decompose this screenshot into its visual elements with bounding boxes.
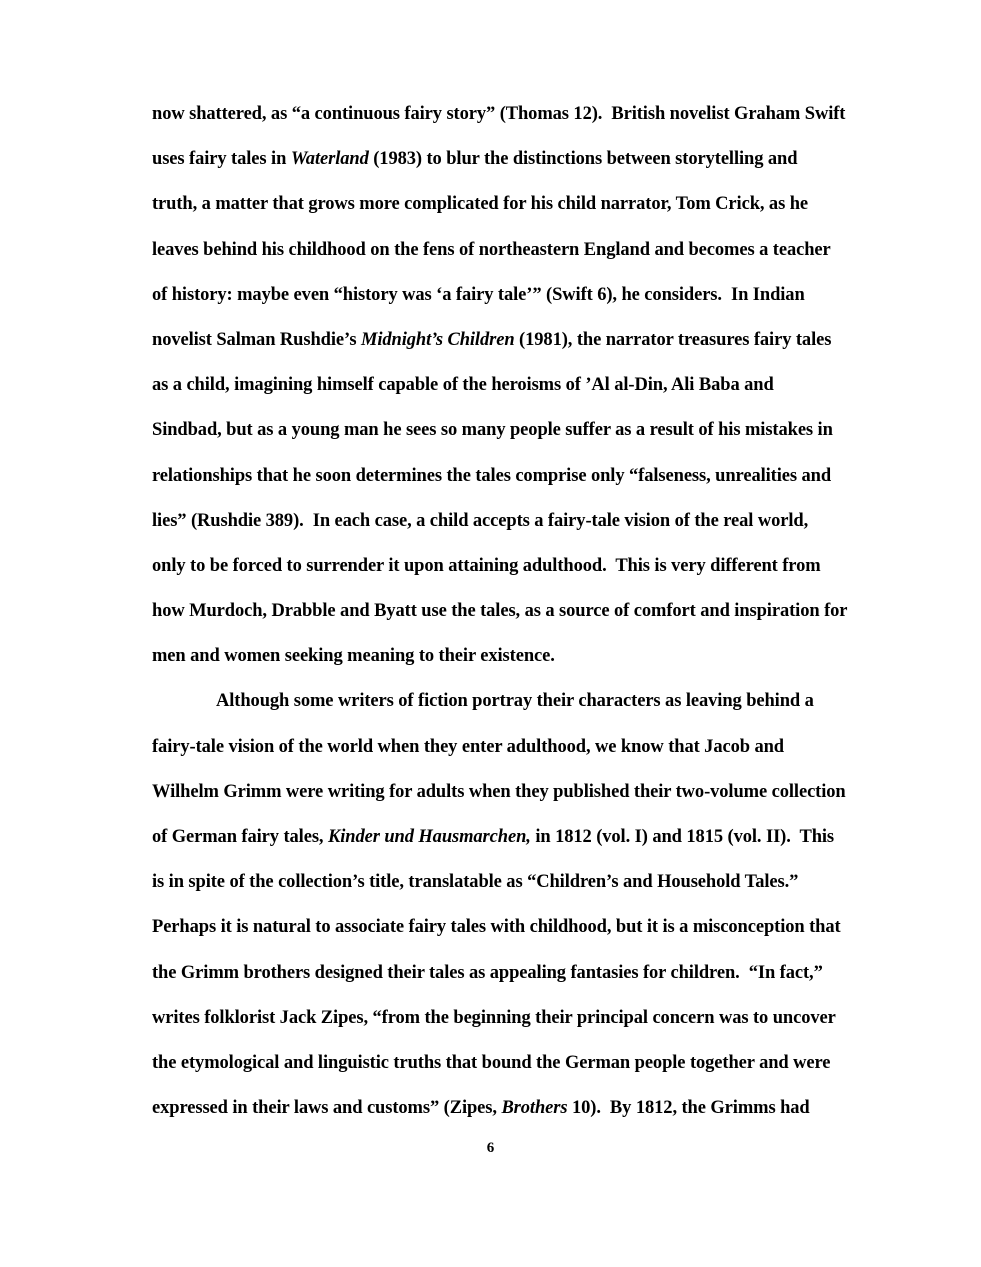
text-run: how Murdoch, Drabble and Byatt use the tales, as a source of comfort and inspiration for [152,601,848,622]
text-line [152,638,876,683]
text-line [152,1000,876,1045]
text-run: as a child, imagining himself capable of the heroisms of ’Al al-Din, Ali Baba and [152,375,774,396]
text-line [152,1045,876,1090]
text-run: expressed in their laws and customs” (Zipes, [152,1098,502,1119]
text-run: is in spite of the collection’s title, translatable as “Children’s and Household Tales.” [152,872,799,893]
page-number: 6 [486,1140,495,1156]
text-run: leaves behind his childhood on the fens of northeastern England and becomes a teacher [152,239,831,260]
text-run: novelist Salman Rushdie’s [152,329,361,350]
text-line [152,819,876,864]
text-run: (1983) to blur the distinctions between storytelling and [368,149,798,170]
text-run: the Grimm brothers designed their tales as appealing fantasies for children. “In fact,” [152,962,823,983]
text-run: Wilhelm Grimm were writing for adults when they published their two-volume collection [152,781,846,802]
italic-title: Brothers [501,1098,568,1119]
text-line [152,141,876,186]
text-line [152,458,876,503]
text-line [152,729,876,774]
text-line [152,593,876,638]
paragraph [152,96,876,683]
text-line [152,909,876,954]
text-run: of German fairy tales, [152,827,328,847]
text-run: now shattered, as “a continuous fairy story” (Thomas 12). British novelist Graham Swift [152,104,846,124]
text-line [152,186,876,231]
text-line [152,367,876,412]
text-run: in 1812 (vol. I) and 1815 (vol. II). This [530,827,835,847]
text-line [152,412,876,457]
text-run: relationships that he soon determines the tales comprise only “falseness, unrealities and [152,465,832,486]
text-line [152,1090,876,1135]
body-text [152,96,876,1135]
text-line [152,548,876,593]
text-line [152,683,876,728]
text-run: of history: maybe even “history was ‘a fairy tale’” (Swift 6), he considers. In Indian [152,284,805,305]
text-line [152,322,876,367]
text-run: uses fairy tales in [152,149,291,170]
text-run: Sindbad, but as a young man he sees so many people suffer as a result of his mistakes in [152,420,833,441]
text-line [152,774,876,819]
text-run: men and women seeking meaning to their existence. [152,646,555,667]
text-line [152,864,876,909]
text-line [152,955,876,1000]
text-run: 10). By 1812, the Grimms had [567,1098,810,1119]
italic-title: Kinder und Hausmarchen, [327,827,531,847]
text-run: writes folklorist Jack Zipes, “from the beginning their principal concern was to uncover [152,1007,836,1028]
text-run: fairy-tale vision of the world when they enter adulthood, we know that Jacob and [152,736,784,757]
text-run: (1981), the narrator treasures fairy tales [514,329,832,350]
italic-title: Waterland [290,149,369,170]
italic-title: Midnight’s Children [361,329,515,350]
paragraph [152,683,876,1135]
text-line [152,277,876,322]
text-run: the etymological and linguistic truths that bound the German people together and were [152,1052,831,1073]
text-run: truth, a matter that grows more complicated for his child narrator, Tom Crick, as he [152,194,809,215]
text-run: only to be forced to surrender it upon attaining adulthood. This is very different from [152,555,821,576]
text-run: lies” (Rushdie 389). In each case, a child accepts a fairy-tale vision of the real world, [152,510,809,531]
text-run: Perhaps it is natural to associate fairy tales with childhood, but it is a misconception that [152,917,841,938]
text-run: Although some writers of fiction portray their characters as leaving behind a [216,691,814,712]
text-line [152,232,876,277]
text-line [152,96,876,141]
text-line [152,503,876,548]
